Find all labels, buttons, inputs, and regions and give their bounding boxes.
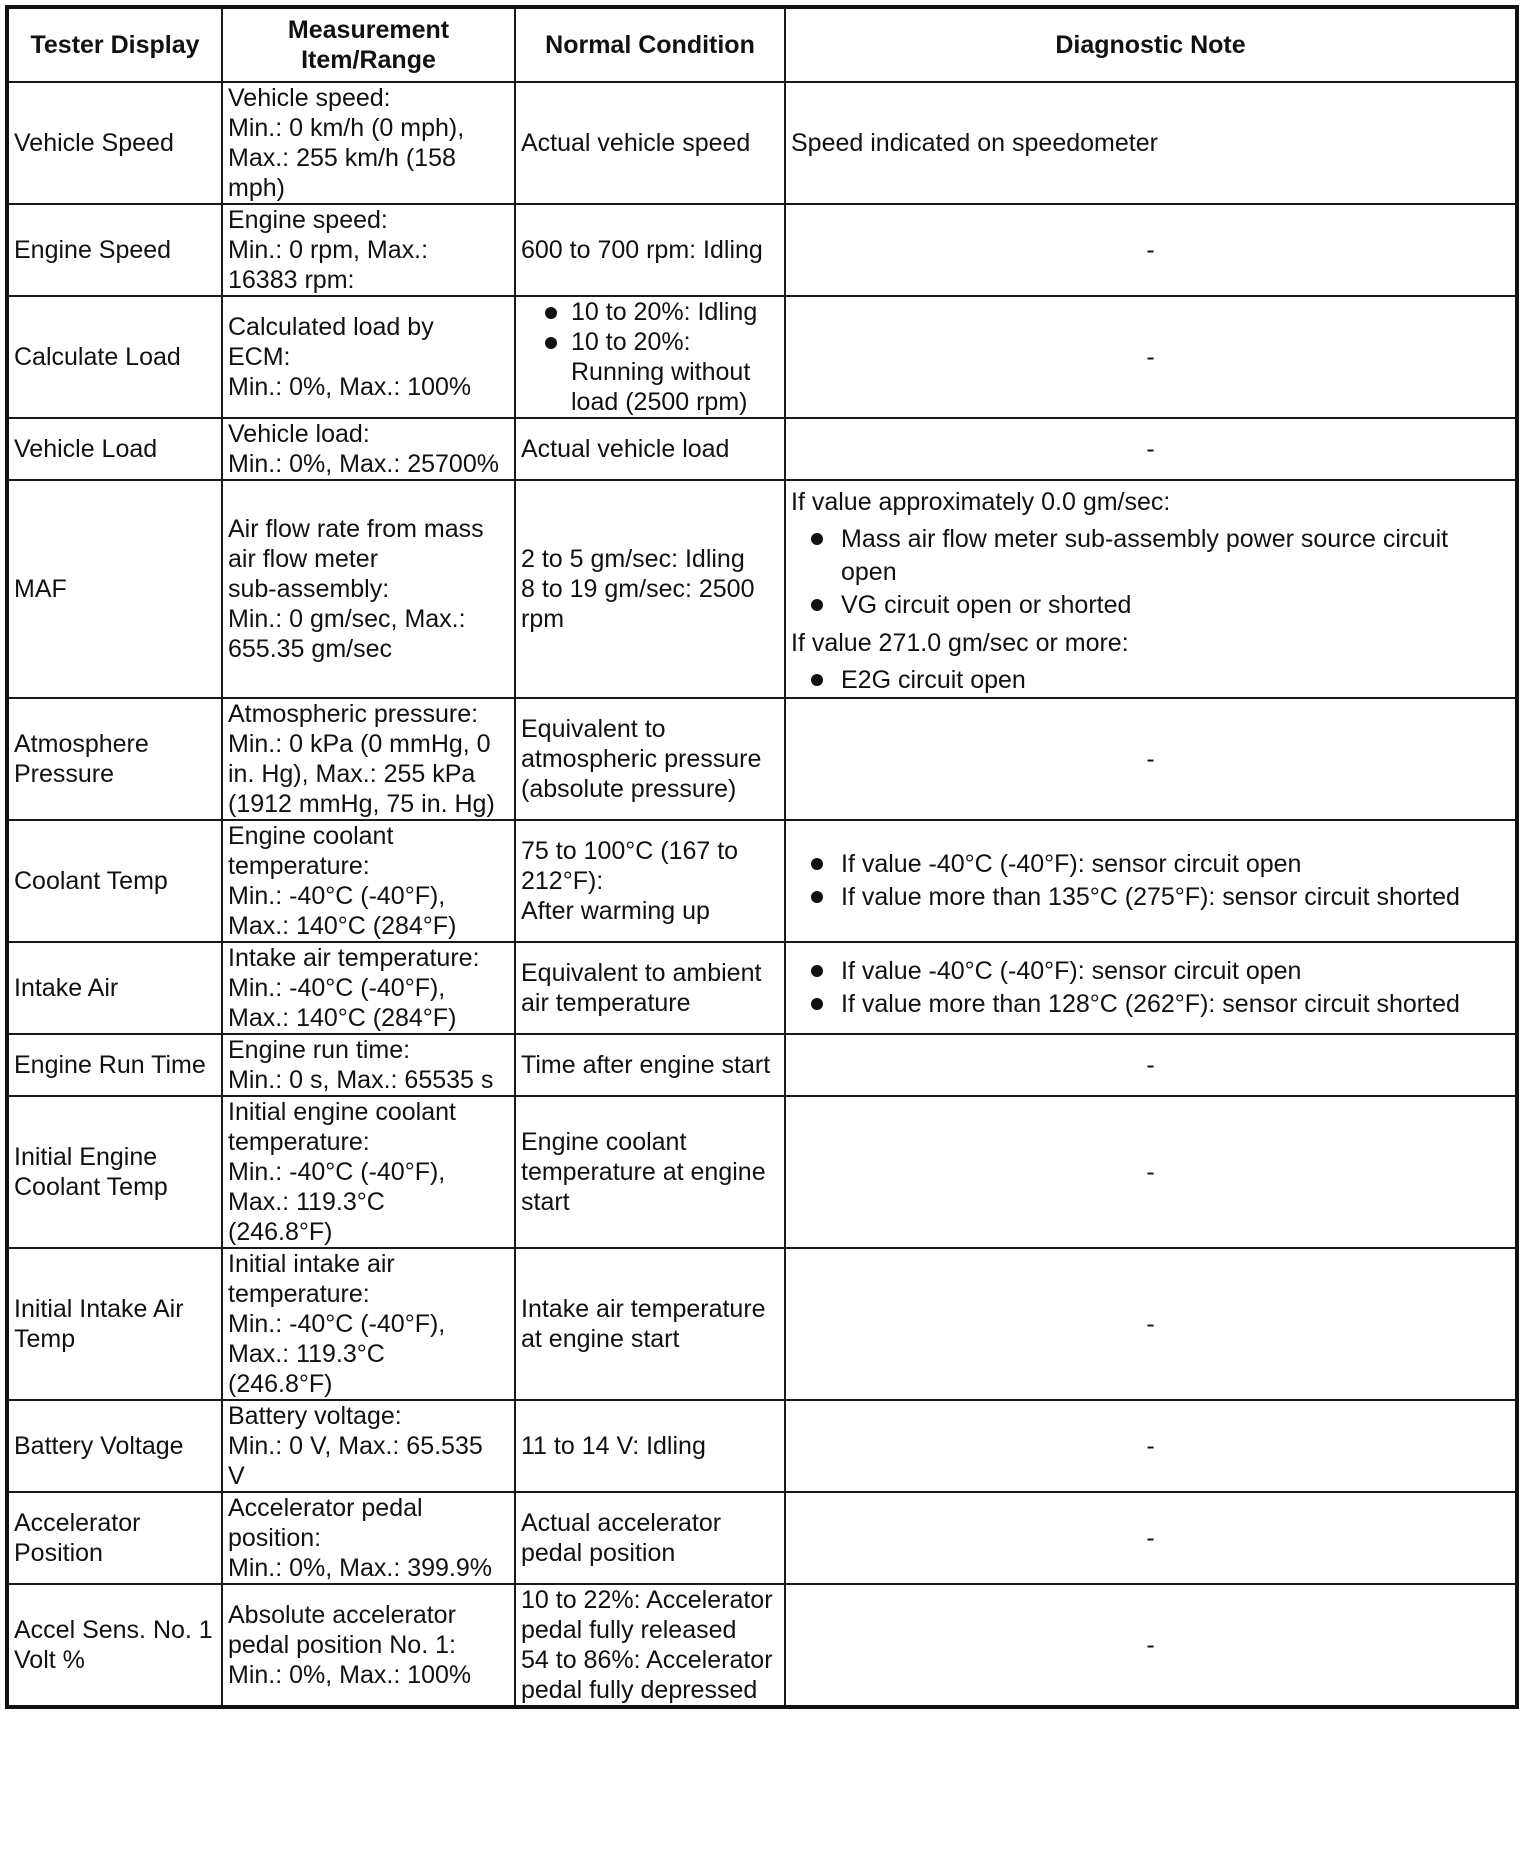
- diagnostic-note-cell: -: [785, 1248, 1517, 1400]
- table-row: [7, 1400, 1517, 1492]
- measurement-cell: Vehicle speed: Min.: 0 km/h (0 mph), Max.: 255 km/h (158 mph): [222, 82, 515, 204]
- list-item: If value more than 128°C (262°F): sensor circuit shorted: [791, 988, 1510, 1021]
- measurement-cell: Battery voltage: Min.: 0 V, Max.: 65.535 V: [222, 1400, 515, 1492]
- table-row: [7, 1248, 1517, 1400]
- tester-display-cell: Intake Air: [7, 942, 222, 1034]
- measurement-cell: Initial engine coolant temperature: Min.: -40°C (-40°F), Max.: 119.3°C (246.8°F): [222, 1096, 515, 1248]
- normal-condition-cell: Equivalent to atmospheric pressure (absolute pressure): [515, 698, 785, 820]
- table-row: [7, 1492, 1517, 1584]
- diagnostic-note-cell: -: [785, 204, 1517, 296]
- table-row: [7, 1584, 1517, 1707]
- diagnostic-note-cell: -: [785, 1400, 1517, 1492]
- tester-display-cell: Coolant Temp: [7, 820, 222, 942]
- tester-display-cell: Initial Intake Air Temp: [7, 1248, 222, 1400]
- list-item: Mass air flow meter sub-assembly power source circuit open: [791, 523, 1510, 589]
- normal-condition-cell: Intake air temperature at engine start: [515, 1248, 785, 1400]
- normal-condition-cell: Actual vehicle load: [515, 418, 785, 480]
- normal-condition-cell: 600 to 700 rpm: Idling: [515, 204, 785, 296]
- list-item: VG circuit open or shorted: [791, 589, 1510, 622]
- header-normal-condition: Normal Condition: [515, 7, 785, 82]
- table-row: [7, 82, 1517, 204]
- diagnostic-note-cell: If value approximately 0.0 gm/sec: Mass air flow meter sub-assembly power source circuit open VG circuit open or shorted If value 271.0 gm/sec or more: E2G circuit open: [785, 480, 1517, 698]
- list-item: 10 to 20%: Running without load (2500 rpm): [521, 327, 779, 417]
- diagnostic-note-cell: -: [785, 296, 1517, 418]
- table-row: [7, 296, 1517, 418]
- measurement-cell: Absolute accelerator pedal position No. 1: Min.: 0%, Max.: 100%: [222, 1584, 515, 1707]
- diagnostic-note-cell: -: [785, 418, 1517, 480]
- table-row: [7, 942, 1517, 1034]
- table-row: [7, 1096, 1517, 1248]
- measurement-cell: Accelerator pedal position: Min.: 0%, Max.: 399.9%: [222, 1492, 515, 1584]
- tester-display-cell: Vehicle Load: [7, 418, 222, 480]
- normal-condition-cell: Time after engine start: [515, 1034, 785, 1096]
- normal-condition-cell: Actual vehicle speed: [515, 82, 785, 204]
- table-header-row: [7, 7, 1517, 82]
- measurement-cell: Air flow rate from mass air flow meter sub-assembly: Min.: 0 gm/sec, Max.: 655.35 gm/sec: [222, 480, 515, 698]
- measurement-cell: Engine run time: Min.: 0 s, Max.: 65535 s: [222, 1034, 515, 1096]
- normal-condition-cell: Engine coolant temperature at engine start: [515, 1096, 785, 1248]
- tester-display-cell: Accel Sens. No. 1 Volt %: [7, 1584, 222, 1707]
- tester-display-cell: Vehicle Speed: [7, 82, 222, 204]
- diagnostic-note-cell: [785, 820, 1517, 942]
- measurement-cell: Intake air temperature: Min.: -40°C (-40°F), Max.: 140°C (284°F): [222, 942, 515, 1034]
- measurement-cell: Vehicle load: Min.: 0%, Max.: 25700%: [222, 418, 515, 480]
- data-list-table: [5, 5, 1519, 1709]
- tester-display-cell: Atmosphere Pressure: [7, 698, 222, 820]
- list-item: If value -40°C (-40°F): sensor circuit open: [791, 955, 1510, 988]
- diagnostic-note-cell: -: [785, 1034, 1517, 1096]
- tester-display-cell: Engine Speed: [7, 204, 222, 296]
- tester-display-cell: Engine Run Time: [7, 1034, 222, 1096]
- header-measurement-item: Measurement Item/Range: [222, 7, 515, 82]
- measurement-cell: Initial intake air temperature: Min.: -40°C (-40°F), Max.: 119.3°C (246.8°F): [222, 1248, 515, 1400]
- normal-condition-cell: 10 to 22%: Accelerator pedal fully released 54 to 86%: Accelerator pedal fully depressed: [515, 1584, 785, 1707]
- diagnostic-note-cell: -: [785, 1096, 1517, 1248]
- diagnostic-data-list: [5, 5, 1519, 1709]
- normal-condition-cell: 11 to 14 V: Idling: [515, 1400, 785, 1492]
- table-row: [7, 418, 1517, 480]
- list-item: 10 to 20%: Idling: [521, 297, 779, 327]
- header-diagnostic-note: Diagnostic Note: [785, 7, 1517, 82]
- list-item: If value -40°C (-40°F): sensor circuit open: [791, 848, 1510, 881]
- diagnostic-note-cell: -: [785, 1584, 1517, 1707]
- tester-display-cell: Initial Engine Coolant Temp: [7, 1096, 222, 1248]
- normal-condition-cell: 2 to 5 gm/sec: Idling 8 to 19 gm/sec: 2500 rpm: [515, 480, 785, 698]
- measurement-cell: Engine coolant temperature: Min.: -40°C (-40°F), Max.: 140°C (284°F): [222, 820, 515, 942]
- tester-display-cell: MAF: [7, 480, 222, 698]
- measurement-cell: Calculated load by ECM: Min.: 0%, Max.: 100%: [222, 296, 515, 418]
- tester-display-cell: Battery Voltage: [7, 1400, 222, 1492]
- diagnostic-note-cell: -: [785, 698, 1517, 820]
- diagnostic-note-cell: [785, 942, 1517, 1034]
- normal-condition-cell: Actual accelerator pedal position: [515, 1492, 785, 1584]
- diagnostic-note-cell: Speed indicated on speedometer: [785, 82, 1517, 204]
- normal-condition-cell: 75 to 100°C (167 to 212°F): After warming up: [515, 820, 785, 942]
- table-row: [7, 820, 1517, 942]
- list-item: If value more than 135°C (275°F): sensor circuit shorted: [791, 881, 1510, 914]
- table-row: [7, 204, 1517, 296]
- measurement-cell: Atmospheric pressure: Min.: 0 kPa (0 mmHg, 0 in. Hg), Max.: 255 kPa (1912 mmHg, 75 in. Hg): [222, 698, 515, 820]
- table-row: [7, 1034, 1517, 1096]
- normal-condition-cell: [515, 296, 785, 418]
- normal-condition-cell: Equivalent to ambient air temperature: [515, 942, 785, 1034]
- diagnostic-note-cell: -: [785, 1492, 1517, 1584]
- header-tester-display: Tester Display: [7, 7, 222, 82]
- measurement-cell: Engine speed: Min.: 0 rpm, Max.: 16383 rpm:: [222, 204, 515, 296]
- tester-display-cell: Accelerator Position: [7, 1492, 222, 1584]
- list-item: E2G circuit open: [791, 664, 1510, 697]
- table-row: [7, 698, 1517, 820]
- table-row: [7, 480, 1517, 698]
- tester-display-cell: Calculate Load: [7, 296, 222, 418]
